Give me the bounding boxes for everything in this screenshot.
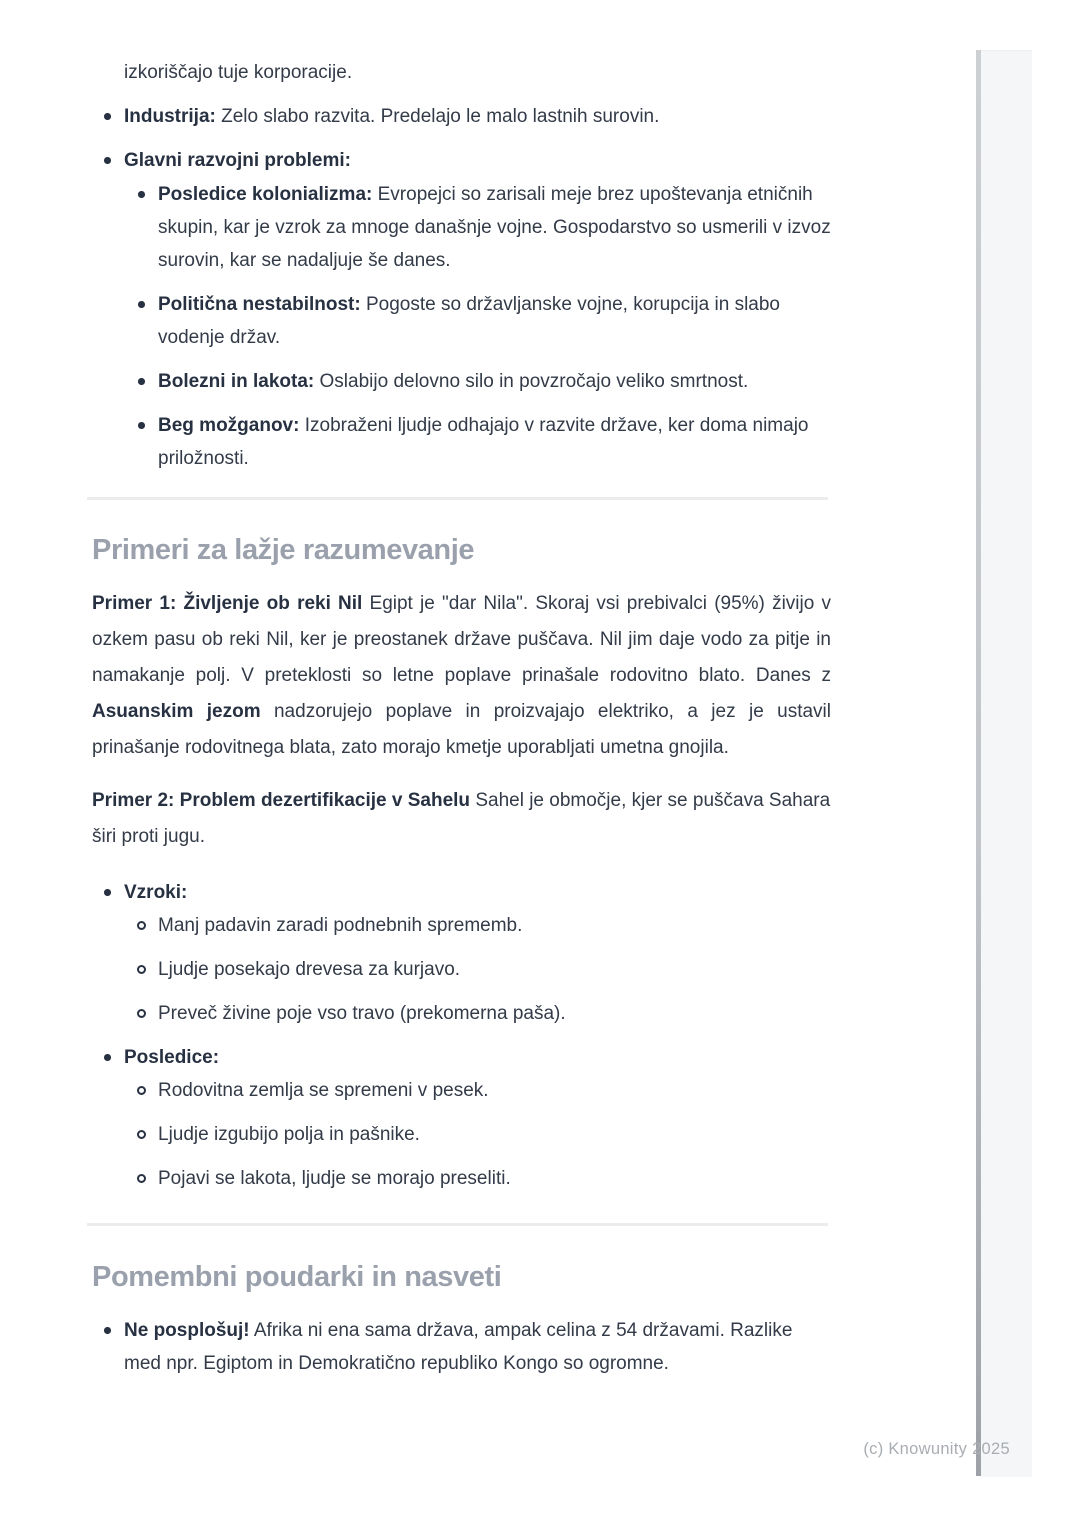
bold-text: Beg možganov: <box>158 415 300 436</box>
body-text: Pogoste so državljanske vojne, korupcija in slabo vodenje držav. <box>158 294 780 348</box>
body-text: Evropejci so zarisali meje brez upoštevanja etničnih skupin, kar je vzrok za mnoge današnje vojne. Gospodarstvo so usmerili v izvoz surovin, kar se nadaljuje še danes. <box>158 184 831 271</box>
document-content <box>92 0 831 1391</box>
divider <box>87 497 828 500</box>
bold-text: Posledice: <box>124 1047 220 1068</box>
list-item: Manj padavin zaradi podnebnih sprememb. <box>124 909 831 942</box>
body-text: Zelo slabo razvita. Predelajo le malo lastnih surovin. <box>215 106 660 127</box>
bold-text: Primer 1: Življenje ob reki Nil <box>92 593 363 614</box>
causes-sub-list <box>124 909 831 1030</box>
bold-text: Vzroki: <box>124 882 188 903</box>
body-text: Sahel je območje, kjer se puščava Sahara širi proti jugu. <box>92 790 831 847</box>
list-item: Ljudje posekajo drevesa za kurjavo. <box>124 953 831 986</box>
bold-text: Ne posplošuj! <box>124 1320 250 1341</box>
bold-text: Asuanskim jezom <box>92 701 261 722</box>
body-text: Oslabijo delovno silo in povzročajo veliko smrtnost. <box>314 371 749 392</box>
bold-text: Glavni razvojni problemi: <box>124 150 351 171</box>
bold-text: Primer 2: Problem dezertifikacije v Sahelu <box>92 790 471 811</box>
list-item <box>124 365 831 398</box>
list-item <box>124 409 831 475</box>
copyright-watermark: (c) Knowunity 2025 <box>863 1440 1010 1458</box>
section-heading-tips: Pomembni poudarki in nasveti <box>92 1261 502 1293</box>
paragraph-example-1 <box>92 586 831 766</box>
bold-text: Bolezni in lakota: <box>158 371 315 392</box>
section-heading-examples: Primeri za lažje razumevanje <box>92 534 475 566</box>
list-item <box>92 100 831 133</box>
list-item <box>124 178 831 277</box>
body-text: Izobraženi ljudje odhajajo v razvite države, ker doma nimajo priložnosti. <box>158 415 809 469</box>
body-text: Egipt je "dar Nila". Skoraj vsi prebivalci (95%) živijo v ozkem pasu ob reki Nil, ker je preostanek države puščava. Nil jim daje vodo za pitje in namakanje polj. V preteklosti so letne poplave prinašale rodovitno blato. Danes z <box>92 593 831 686</box>
body-text: nadzorujejo poplave in proizvajajo elektriko, a jez je ustavil prinašanje rodovitnega blata, zato morajo kmetje uporabljati umetna gnojila. <box>92 701 831 758</box>
paragraph-continuation: izkoriščajo tuje korporacije. <box>124 62 353 83</box>
bold-text: Industrija: <box>124 106 216 127</box>
bold-text: Politična nestabilnost: <box>158 294 361 315</box>
list-item: Pojavi se lakota, ljudje se morajo preseliti. <box>124 1162 831 1195</box>
list-item: Rodovitna zemlja se spremeni v pesek. <box>124 1074 831 1107</box>
tips-list <box>92 1314 831 1380</box>
list-item: Ljudje izgubijo polja in pašnike. <box>124 1118 831 1151</box>
consequences-sub-list <box>124 1074 831 1195</box>
page-edge-shadow <box>976 50 981 1476</box>
list-item: Preveč živine poje vso travo (prekomerna paša). <box>124 997 831 1030</box>
list-item <box>92 1314 831 1380</box>
list-item <box>124 288 831 354</box>
list-item <box>92 1041 831 1195</box>
divider <box>87 1223 828 1226</box>
next-page-edge <box>981 50 1032 1477</box>
sub-list <box>124 178 831 475</box>
sahel-list <box>92 876 831 1195</box>
bold-text: Posledice kolonializma: <box>158 184 373 205</box>
list-item <box>92 876 831 1030</box>
body-text: Afrika ni ena sama država, ampak celina z 54 državami. Razlike med npr. Egiptom in Demokratično republiko Kongo so ogromne. <box>124 1320 793 1374</box>
top-list <box>92 100 831 475</box>
list-item <box>92 144 831 475</box>
paragraph-example-2 <box>92 783 831 855</box>
